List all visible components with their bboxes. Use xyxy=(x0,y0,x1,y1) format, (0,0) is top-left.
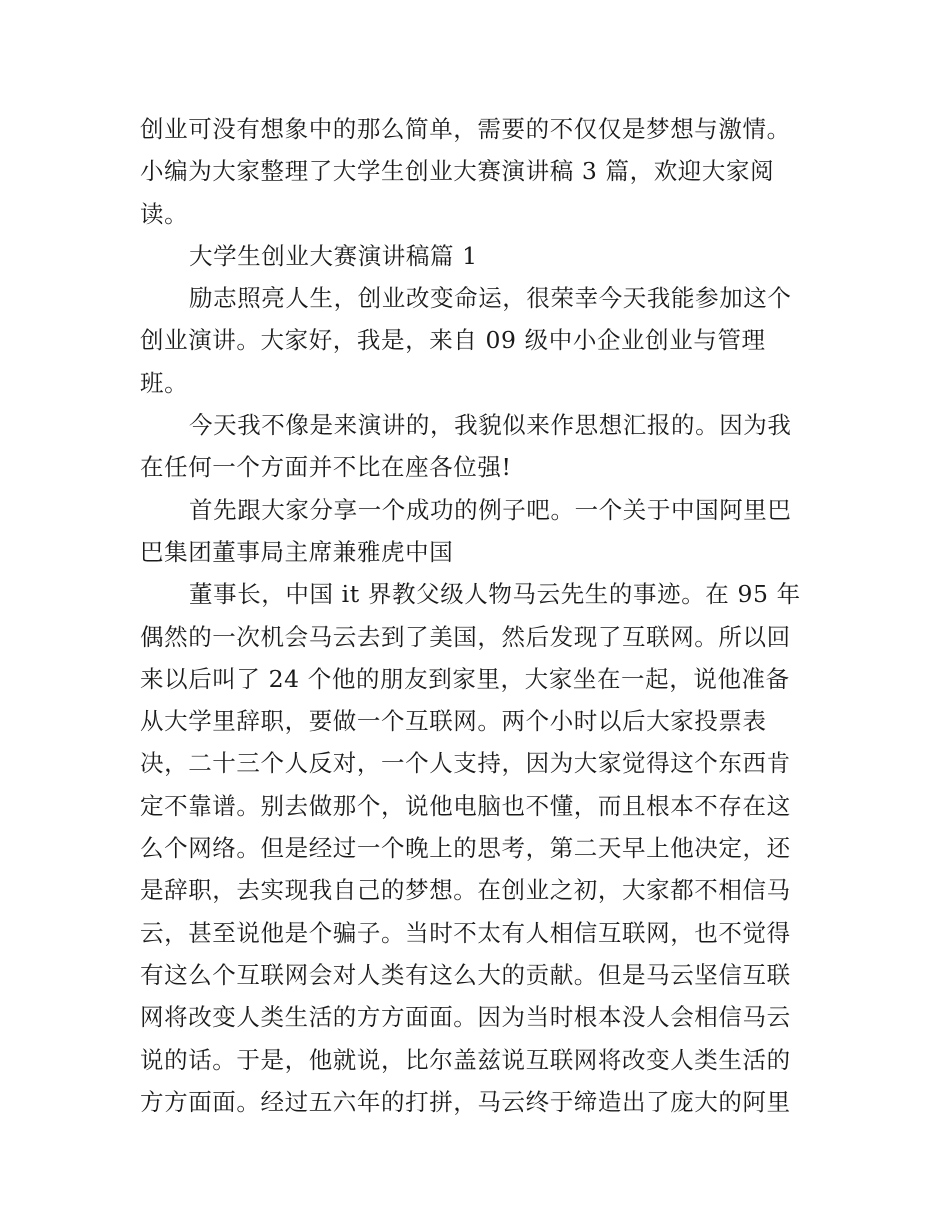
text-line: 读。 xyxy=(140,199,189,228)
text-line: 首先跟大家分享一个成功的例子吧。一个关于中国阿里巴 xyxy=(189,495,792,524)
text-line: 励志照亮人生，创业改变命运，很荣幸今天我能参加这个 xyxy=(189,284,792,313)
text-line: 今天我不像是来演讲的，我貌似来作思想汇报的。因为我 xyxy=(189,411,792,440)
text-line: 巴集团董事局主席兼雅虎中国 xyxy=(140,537,454,566)
text-line: 决，二十三个人反对，一个人支持，因为大家觉得这个东西肯 xyxy=(140,749,791,778)
text-line: 网将改变人类生活的方方面面。因为当时根本没人会相信马云 xyxy=(140,1003,791,1032)
text-line: 有这么个互联网会对人类有这么大的贡献。但是马云坚信互联 xyxy=(140,960,791,989)
text-line: 董事长，中国 it 界教父级人物马云先生的事迹。在 95 年 xyxy=(189,580,801,609)
text-line: 方方面面。经过五六年的打拼，马云终于缔造出了庞大的阿里 xyxy=(140,1087,791,1116)
text-line: 偶然的一次机会马云去到了美国，然后发现了互联网。所以回 xyxy=(140,622,791,651)
text-line: 班。 xyxy=(140,368,189,397)
text-line: 从大学里辞职，要做一个互联网。两个小时以后大家投票表 xyxy=(140,707,767,736)
text-line: 么个网络。但是经过一个晚上的思考，第二天早上他决定，还 xyxy=(140,834,791,863)
section-heading: 大学生创业大赛演讲稿篇 1 xyxy=(189,241,478,270)
text-line: 定不靠谱。别去做那个，说他电脑也不懂，而且根本不存在这 xyxy=(140,791,791,820)
text-line: 创业演讲。大家好，我是，来自 09 级中小企业创业与管理 xyxy=(140,326,766,355)
text-line: 创业可没有想象中的那么简单，需要的不仅仅是梦想与激情。 xyxy=(140,115,791,143)
text-line: 小编为大家整理了大学生创业大赛演讲稿 3 篇，欢迎大家阅 xyxy=(140,157,775,186)
text-line: 是辞职，去实现我自己的梦想。在创业之初，大家都不相信马 xyxy=(140,876,791,905)
text-line: 云，甚至说他是个骗子。当时不太有人相信互联网，也不觉得 xyxy=(140,918,791,947)
document-body xyxy=(140,108,820,1123)
text-line: 来以后叫了 24 个他的朋友到家里，大家坐在一起，说他准备 xyxy=(140,664,790,693)
text-line: 在任何一个方面并不比在座各位强! xyxy=(140,453,512,482)
text-line: 说的话。于是，他就说，比尔盖兹说互联网将改变人类生活的 xyxy=(140,1045,791,1074)
